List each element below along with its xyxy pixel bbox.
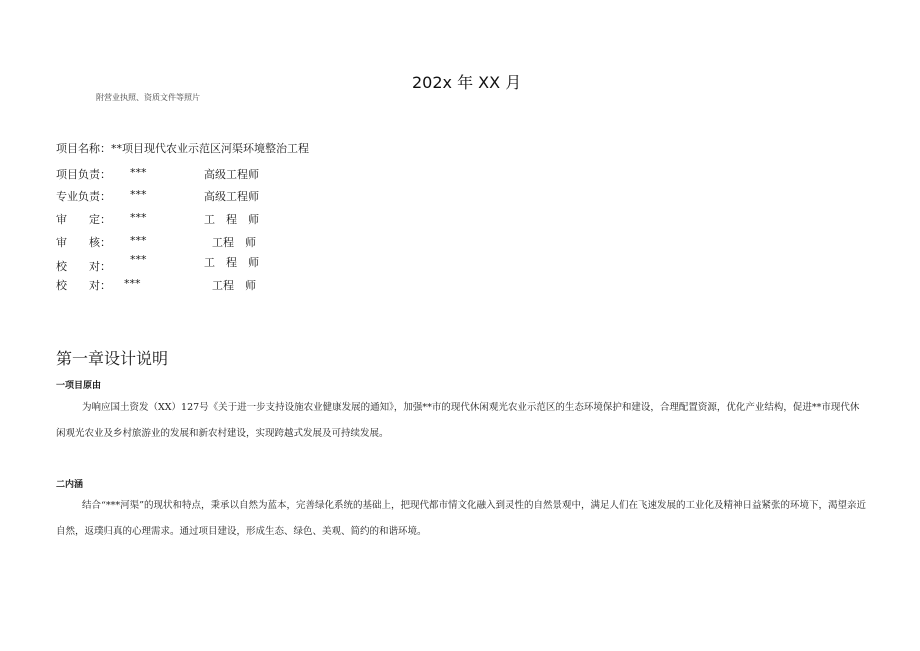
attachment-note: 附营业执照、资质文件等照片: [96, 93, 200, 102]
staff-value: ***: [130, 234, 147, 247]
section-heading: 一项目原由: [56, 381, 102, 391]
staff-title: 工程 师: [212, 236, 256, 249]
staff-value: ***: [130, 188, 147, 201]
staff-value: ***: [130, 211, 147, 224]
chapter-title: 第一章设计说明: [56, 349, 169, 368]
staff-value: ***: [130, 166, 147, 179]
staff-title: 工程 师: [212, 279, 256, 292]
staff-label: 项目负责：: [56, 168, 111, 181]
staff-label: 校 对：: [56, 279, 111, 292]
section-heading: 二内涵: [56, 480, 84, 490]
staff-row: [0, 234, 300, 248]
staff-title: 工 程 师: [204, 256, 259, 269]
staff-row: [0, 166, 300, 180]
project-name: 项目名称：**项目现代农业示范区河渠环境整治工程: [56, 142, 309, 155]
staff-value: ***: [130, 253, 147, 266]
staff-title: 工 程 师: [204, 213, 259, 226]
staff-value: ***: [124, 277, 141, 290]
staff-label: 校 对：: [56, 260, 111, 273]
staff-row: [0, 188, 300, 202]
staff-row: [0, 277, 300, 291]
staff-title: 高级工程师: [204, 190, 259, 203]
date-line: 202x 年 XX 月: [412, 73, 522, 92]
section-paragraph: 结合“***河渠”的现状和特点，秉承以自然为蓝本，完善绿化系统的基础上，把现代都市情文化融入到灵性的自然景观中，满足人们在飞速发展的工业化及精神日益紧张的环境下，渴望亲近自然，返璞归真的心理需求。通过项目建设，形成生态、绿色、美观、简约的和谐环境。: [56, 500, 866, 537]
staff-row: [0, 253, 300, 274]
section-paragraph: 为响应国土资发（XX）127号《关于进一步支持设施农业健康发展的通知》，加强**市的现代休闲观光农业示范区的生态环境保护和建设，合理配置资源，优化产业结构，促进**市现代休闲观光农业及乡村旅游业的发展和新农村建设，实现跨越式发展及可持续发展。: [56, 402, 860, 439]
staff-row: [0, 211, 300, 225]
staff-title: 高级工程师: [204, 168, 259, 181]
staff-label: 审 定：: [56, 213, 111, 226]
staff-label: 专业负责：: [56, 190, 111, 203]
staff-label: 审 核：: [56, 236, 111, 249]
